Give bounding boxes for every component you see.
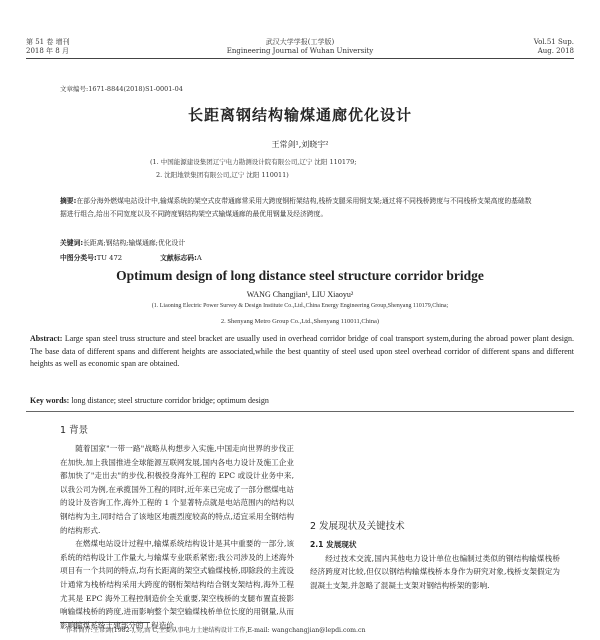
author-footnote: 作者简介:王常剑(1982-),男,高 C,主要从事电力土建结构设计工作,E-mail: wangchangjian@lepdi.com.cn: [66, 627, 366, 634]
header-journal-cn: 武汉大学学报(工学版): [265, 38, 335, 46]
header-date-en-line: Aug. 2018: [537, 47, 574, 55]
affiliations-cn: [150, 156, 357, 182]
header-journal: [26, 38, 574, 56]
abstract-cn-label: 摘要:: [60, 197, 77, 205]
section-1-paragraph-1: 随着国家"一带一路"战略从构想步入实施,中国走向世界的步伐正在加快,加上我国推进全球能源互联网发展,国内各电力设计及施工企业都加快了"走出去"的步伐,积极投身海外工程的 EPC 或设计业务中来,以我公司为例,在承揽国外工程的同时,近年来已完成了一部分燃煤电站的设计及咨询工作,海外工程的 1 个显著特点就是电站范围内的结构以钢结构为主,同时结合了该地区地震烈度较高的特点,适宜采用全钢结构的结构形式.: [60, 444, 294, 535]
doccode-label: 文献标志码:: [160, 254, 197, 262]
header-journal-en: Engineering Journal of Wuhan University: [226, 47, 374, 55]
header-date-line: 2018 年 8 月: [26, 47, 69, 55]
section-1-paragraph-2: 在燃煤电站设计过程中,输煤系统结构设计是其中重要的一部分,该系统的结构设计工作量大,与输煤专业联系紧密;我公司涉及的上述海外项目有一个共同的特点,均有长距离的架空式输煤栈桥,即除段的主流设计通常为栈桥结构采用大跨度的钢桁架结构结合钢支架结构,海外工程尤其是 EPC 海外工程控制造价全关重要,架空栈桥的支腿布置直接影响输煤栈桥的跨度,进而影响整个架空输煤栈桥单位长度的用钢量,从而影响输煤系统土建部分的工程造价.: [60, 539, 294, 630]
keywords-en-text: long distance; steel structure corridor bridge; optimum design: [71, 396, 269, 405]
paper-title-en: Optimum design of long distance steel structure corridor bridge: [116, 268, 484, 283]
header-volume-line: 第 51 卷 增刊: [26, 38, 70, 46]
keywords-en: [30, 396, 574, 405]
paper-title-cn: 长距离钢结构输煤通廊优化设计: [187, 106, 412, 124]
abstract-en-text: Large span steel truss structure and steel bracket are usually used in overhead corridor bridge of coal transport system,during the abroad power plant design. The base data of different spans and different heights are associated,while the best quantity of steel used upon steel overhead corridor of different spans and different heights as well as economic span are obtained.: [30, 334, 574, 368]
clc-label: 中图分类号:: [60, 254, 97, 262]
section-2-1-paragraph-1: 经过技术交流,国内其他电力设计单位也编制过类似的钢结构输煤栈桥经济跨度对比较,但仅以钢结构输煤栈桥本身作为研究对象,栈桥支架假定为混凝土支架,并忽略了混凝土支架对钢结构桥架的影响.: [310, 553, 560, 590]
header-vol-en: [534, 38, 574, 56]
affiliation-en-2: 2. Shenyang Metro Group Co.,Ltd.,Shenyang 110011,China): [220, 318, 380, 325]
affiliation-cn-1: (1. 中国能源建设集团辽宁电力勘测设计院有限公司,辽宁 沈阳 110179;: [150, 158, 357, 166]
authors-en: WANG Changjian¹, LIU Xiaoyu²: [246, 290, 354, 299]
section-2-heading: 2 发展现状及关键技术: [310, 521, 405, 532]
header-vol-en-line: Vol.51 Sup.: [533, 38, 574, 46]
affiliation-en-1: (1. Liaoning Electric Power Survey & Design Institute Co.,Ltd.,China Energy Engineering Group,Shenyang 110179,China;: [151, 303, 449, 309]
running-header: [26, 38, 574, 60]
section-1-heading: 1 背景: [60, 425, 89, 436]
affiliation-cn-2: 2. 沈阳地铁集团有限公司,辽宁 沈阳 110011): [156, 171, 289, 179]
article-number: 文章编号:1671-8844(2018)S1-0001-04: [60, 85, 183, 93]
body-column-right: [310, 418, 560, 592]
header-rule: [26, 58, 574, 59]
abstract-separator: [26, 411, 574, 412]
keywords-cn-label: 关键词:: [60, 239, 84, 247]
classification-cn: [60, 252, 202, 262]
authors-cn: 王常剑¹,刘晓宇²: [271, 140, 329, 149]
keywords-cn-text: 长距离;钢结构;输煤通廊;优化设计: [83, 239, 186, 247]
abstract-cn-text: 在部分海外燃煤电站设计中,输煤系统的架空式皮带通廊常采用大跨度钢桁架结构,栈桥支腿采用钢支架;通过将不同栈桥跨度与不同栈桥支架高度的基础数据进行组合,给出不同宽度以及不同跨度钢结构架空式输煤通廊的最优用钢量及经济跨度。: [60, 197, 532, 218]
doccode-value: A: [196, 254, 202, 262]
clc-value: TU 472: [96, 254, 123, 262]
body-column-left: [60, 418, 294, 632]
footnote-rule: [60, 622, 150, 623]
section-2-1-heading: 2.1 发展现状: [310, 540, 357, 549]
keywords-en-label: Key words:: [30, 396, 70, 405]
abstract-cn: [60, 195, 536, 221]
abstract-en: [30, 333, 574, 371]
abstract-en-label: Abstract:: [30, 334, 63, 343]
keywords-cn: [60, 237, 185, 247]
